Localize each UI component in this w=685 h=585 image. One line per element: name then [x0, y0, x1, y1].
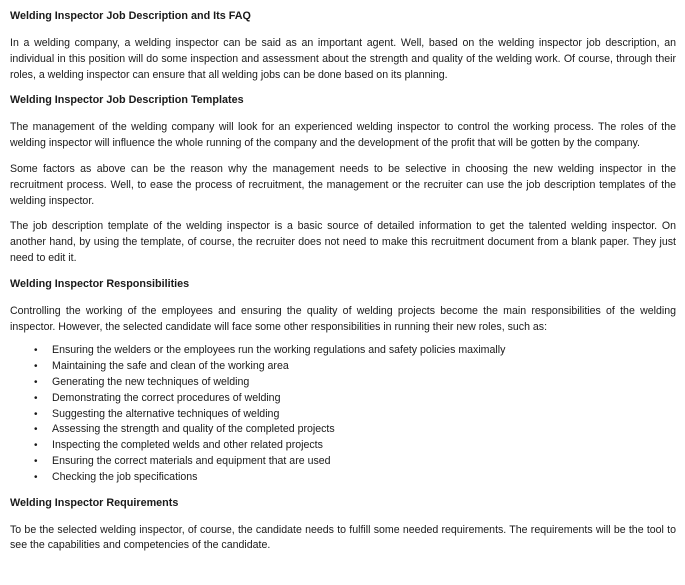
list-item-text: Suggesting the alternative techniques of welding	[52, 407, 280, 420]
heading-job-description-faq: Welding Inspector Job Description and Its FAQ	[10, 10, 251, 22]
list-item-text: Demonstrating the correct procedures of welding	[52, 391, 281, 404]
bullet-icon: •	[34, 408, 38, 420]
list-item-text: Ensuring the welders or the employees run the working regulations and safety policies maximally	[52, 344, 506, 357]
heading-responsibilities: Welding Inspector Responsibilities	[10, 277, 190, 290]
bullet-icon: •	[34, 376, 38, 388]
bullet-icon: •	[34, 471, 38, 483]
bullet-icon: •	[34, 455, 38, 467]
templates-paragraph-3: The job description template of the welding inspector is a basic source of detailed information to get the talented welding inspector. On another hand, by using the template, of course, the recruiter does not need to make this recruitment document from a blank paper. They just need to edit it.	[10, 220, 676, 264]
templates-paragraph-1: The management of the welding company will look for an experienced welding inspector to control the working process. The roles of the welding inspector will influence the whole running of the company and the development of the profit that will be gotten by the company.	[10, 121, 676, 150]
templates-paragraph-2: Some factors as above can be the reason why the management needs to be selective in choosing the new welding inspector in the recruitment process. Well, to ease the process of recruitment, the management or the recruiter can use the job description templates of the welding inspector.	[10, 162, 676, 207]
list-item	[34, 454, 676, 470]
responsibilities-list	[10, 343, 676, 485]
list-item	[34, 375, 676, 391]
responsibilities-paragraph: Controlling the working of the employees and ensuring the quality of welding projects become the main responsibilities of the welding inspector. However, the selected candidate will face some other responsibilities in running their new roles, such as:	[10, 304, 676, 333]
bullet-icon: •	[34, 392, 38, 404]
list-item	[34, 438, 676, 454]
heading-templates: Welding Inspector Job Description Templates	[10, 94, 244, 107]
list-item-text: Ensuring the correct materials and equipment that are used	[52, 454, 331, 467]
list-item-text: Assessing the strength and quality of the completed projects	[52, 423, 335, 436]
list-item-text: Generating the new techniques of welding	[52, 375, 250, 388]
list-item-text: Maintaining the safe and clean of the working area	[52, 360, 289, 373]
list-item-text: Checking the job specifications	[52, 470, 198, 483]
list-item	[34, 359, 676, 375]
list-item	[34, 407, 676, 423]
intro-paragraph: In a welding company, a welding inspector can be said as an important agent. Well, based on the welding inspector job description, an individual in this position will do some inspection and assessment about the strength and quality of the welding work. Of course, through their roles, a welding inspector can ensure that all welding jobs can be done based on its planning.	[10, 37, 676, 81]
list-item	[34, 391, 676, 407]
bullet-icon: •	[34, 440, 38, 452]
list-item	[34, 470, 676, 486]
bullet-icon: •	[34, 424, 38, 436]
requirements-paragraph: To be the selected welding inspector, of course, the candidate needs to fulfill some needed requirements. The requirements will be the tool to see the capabilities and competencies of the candidate.	[10, 523, 676, 552]
list-item-text: Inspecting the completed welds and other related projects	[52, 439, 323, 452]
list-item	[34, 422, 676, 438]
heading-requirements: Welding Inspector Requirements	[10, 496, 179, 509]
bullet-icon: •	[34, 345, 38, 357]
list-item	[34, 343, 676, 359]
bullet-icon: •	[34, 361, 38, 373]
